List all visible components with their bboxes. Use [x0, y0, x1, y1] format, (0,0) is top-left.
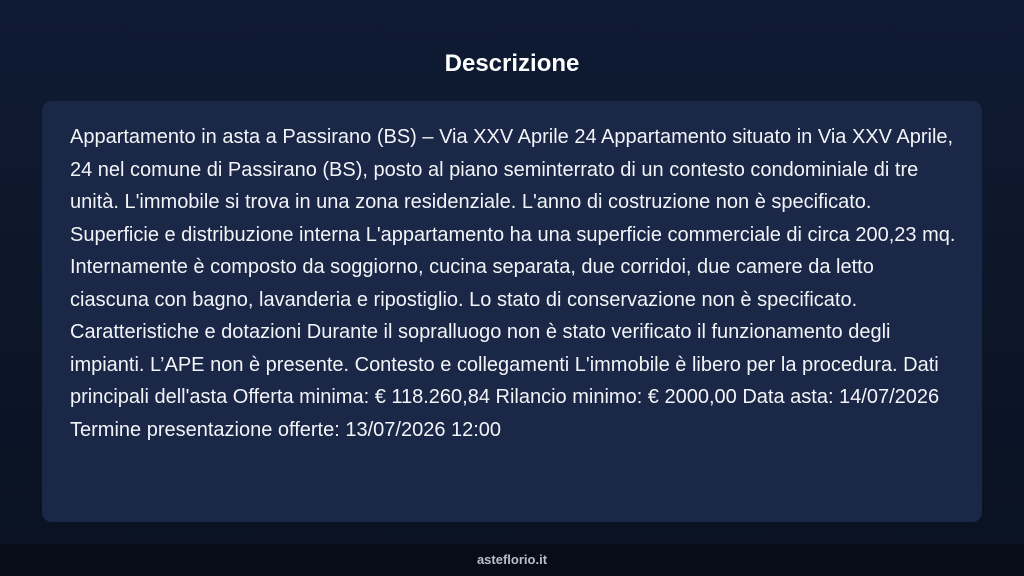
description-text: Appartamento in asta a Passirano (BS) – Via XXV Aprile 24 Appartamento situato in Via XXV Aprile, 24 nel comune di Passirano (BS), posto al piano seminterrato di un contesto condominiale di tre unità. L'immobile si trova in una zona residenziale. L'anno di costruzione non è specificato. Superficie e distribuzione interna L'appartamento ha una superficie commerciale di circa 200,23 mq. Internamente è composto da soggiorno, cucina separata, due corridoi, due camere da letto ciascuna con bagno, lavanderia e ripostiglio. Lo stato di conservazione non è specificato. Caratteristiche e dotazioni Durante il sopralluogo non è stato verificato il funzionamento degli impianti. L’APE non è presente. Contesto e collegamenti L'immobile è libero per la procedura. Dati principali dell'asta Offerta minima: € 118.260,84 Rilancio minimo: € 2000,00 Data asta: 14/07/2026 Termine presentazione offerte: 13/07/2026 12:00 [70, 126, 956, 441]
description-card [42, 101, 982, 522]
footer-bar [0, 544, 1024, 576]
page-title: Descrizione [444, 50, 580, 77]
footer-brand-link[interactable]: asteflorio.it [476, 552, 548, 567]
